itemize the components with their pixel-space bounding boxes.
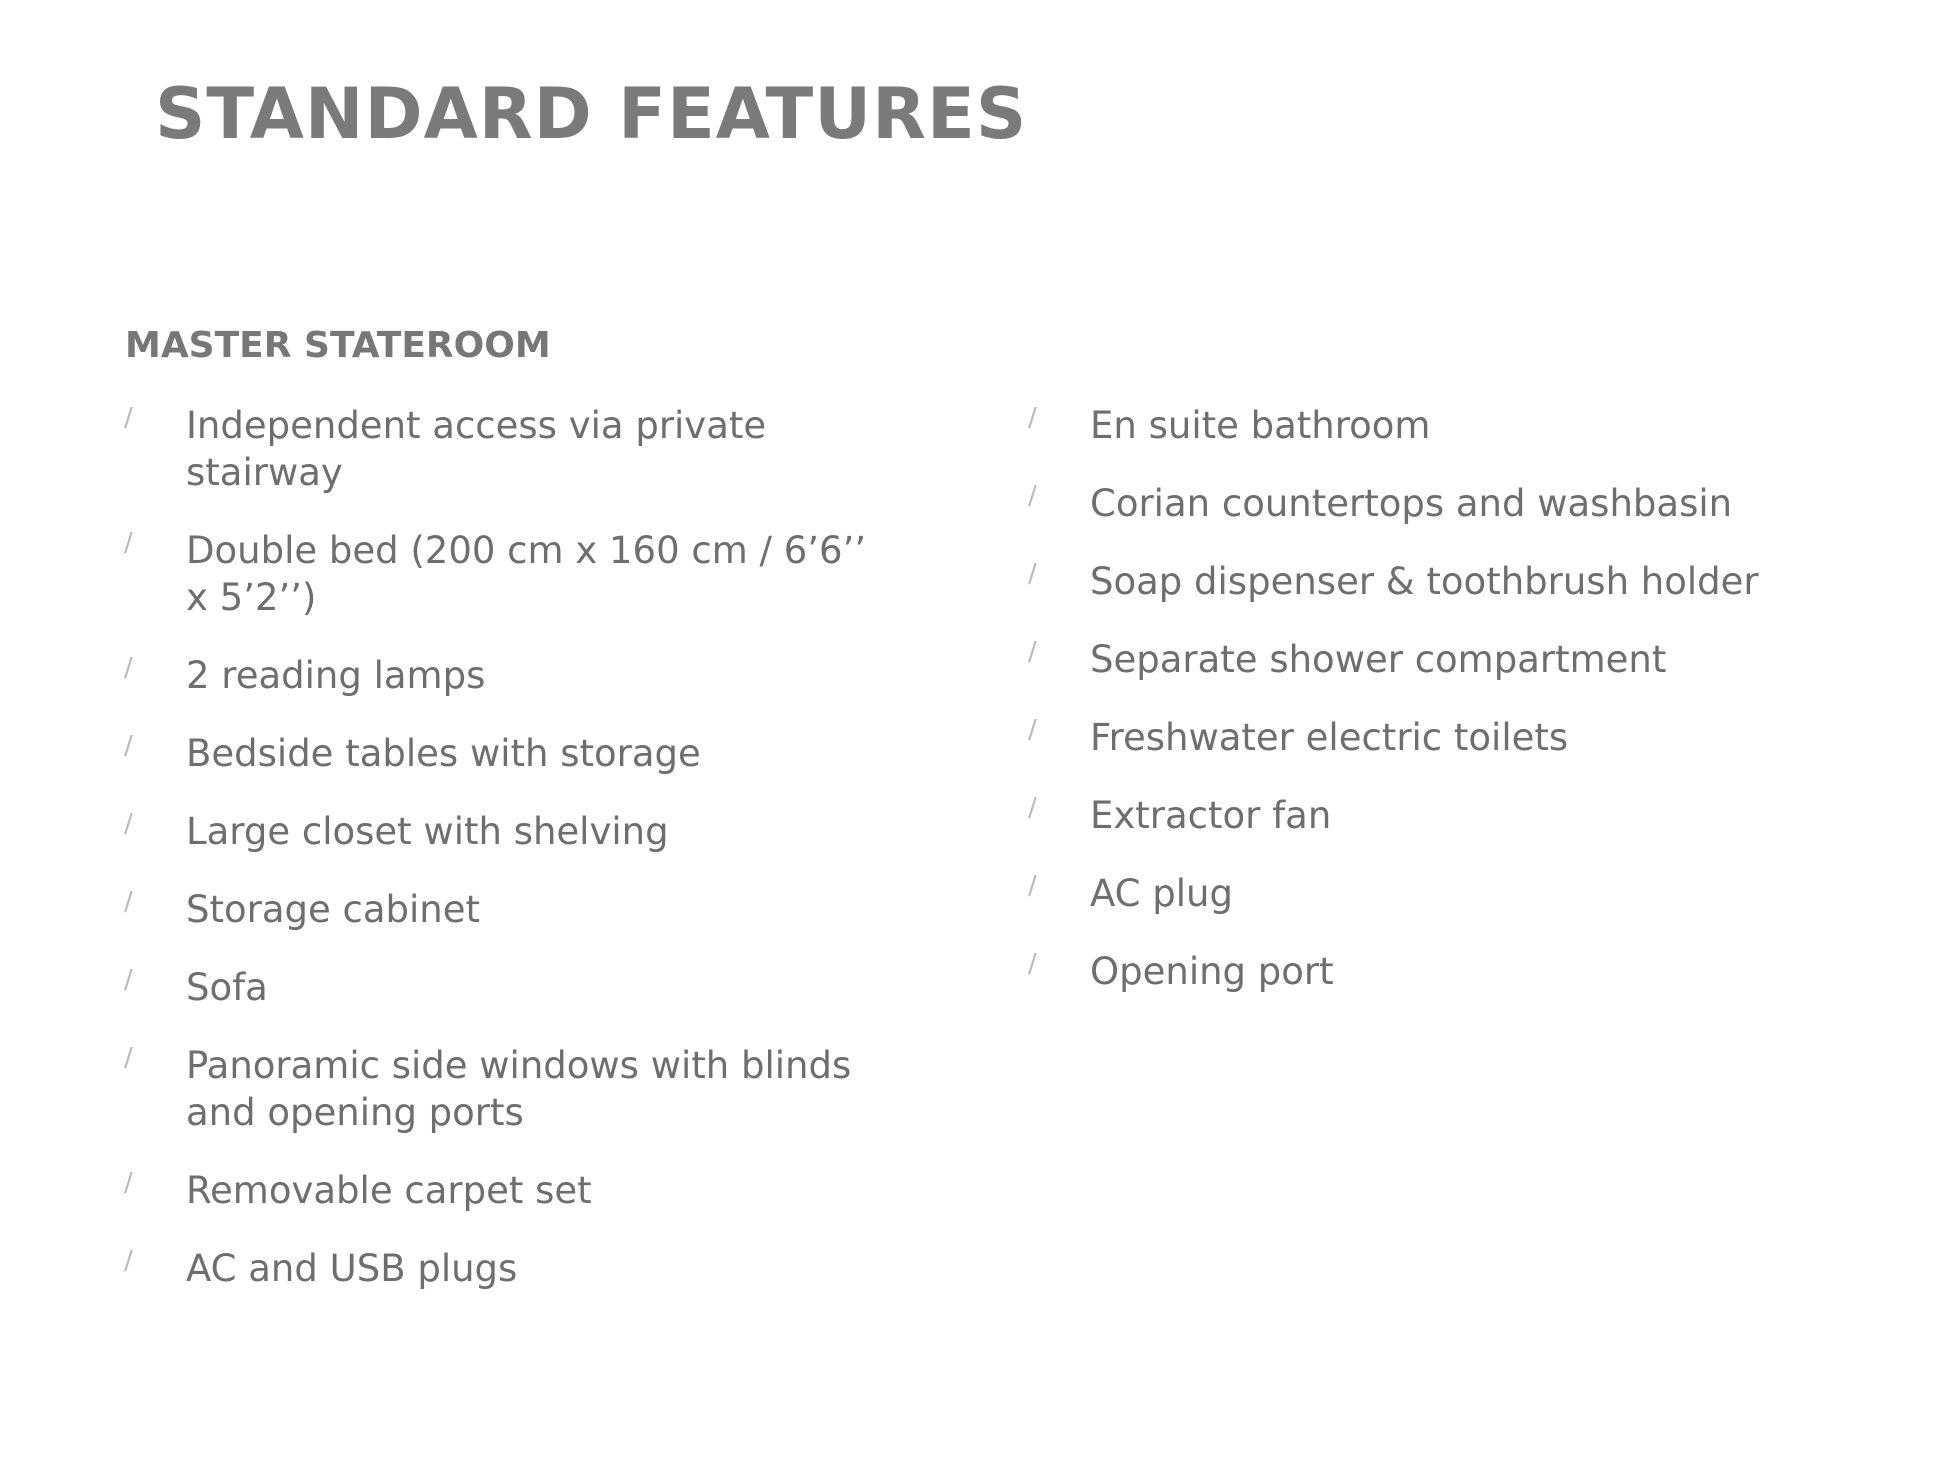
feature-text: Separate shower compartment [1090, 638, 1667, 681]
slash-bullet-icon: / [124, 403, 133, 433]
slash-bullet-icon: / [124, 528, 133, 558]
list-item [120, 402, 890, 496]
feature-text: Bedside tables with storage [186, 732, 701, 775]
list-item [120, 1042, 890, 1136]
list-item [1024, 636, 1924, 683]
list-item [120, 886, 890, 933]
feature-text: Freshwater electric toilets [1090, 716, 1569, 759]
feature-text: Soap dispenser & toothbrush holder [1090, 560, 1759, 603]
feature-text: Extractor fan [1090, 794, 1332, 837]
list-item [120, 1167, 890, 1214]
list-item [1024, 870, 1924, 917]
feature-list-right [1024, 402, 1924, 1026]
feature-list-left [120, 402, 890, 1323]
list-item [120, 1245, 890, 1292]
list-item [1024, 402, 1924, 449]
list-item [120, 652, 890, 699]
feature-text: Panoramic side windows with blinds and opening ports [186, 1044, 852, 1134]
slash-bullet-icon: / [1028, 715, 1037, 745]
feature-text: AC plug [1090, 872, 1233, 915]
list-item [1024, 948, 1924, 995]
list-item [120, 730, 890, 777]
slash-bullet-icon: / [1028, 559, 1037, 589]
slash-bullet-icon: / [124, 887, 133, 917]
feature-text: Removable carpet set [186, 1169, 592, 1212]
slash-bullet-icon: / [124, 1043, 133, 1073]
list-item [120, 808, 890, 855]
section-title-master-stateroom: MASTER STATEROOM [125, 325, 551, 366]
list-item [120, 527, 890, 621]
feature-text: Corian countertops and washbasin [1090, 482, 1733, 525]
list-item [1024, 714, 1924, 761]
slash-bullet-icon: / [124, 809, 133, 839]
slash-bullet-icon: / [124, 965, 133, 995]
slash-bullet-icon: / [124, 653, 133, 683]
slash-bullet-icon: / [1028, 793, 1037, 823]
feature-text: Independent access via private stairway [186, 404, 767, 494]
slash-bullet-icon: / [1028, 403, 1037, 433]
feature-text: Storage cabinet [186, 888, 481, 931]
feature-text: En suite bathroom [1090, 404, 1431, 447]
slash-bullet-icon: / [124, 731, 133, 761]
list-item [1024, 480, 1924, 527]
slash-bullet-icon: / [124, 1168, 133, 1198]
feature-text: Large closet with shelving [186, 810, 669, 853]
slash-bullet-icon: / [1028, 871, 1037, 901]
list-item [1024, 558, 1924, 605]
feature-text: AC and USB plugs [186, 1247, 518, 1290]
feature-text: 2 reading lamps [186, 654, 486, 697]
page-title: STANDARD FEATURES [155, 73, 1028, 155]
feature-text: Sofa [186, 966, 268, 1009]
feature-text: Opening port [1090, 950, 1334, 993]
slash-bullet-icon: / [124, 1246, 133, 1276]
feature-text: Double bed (200 cm x 160 cm / 6’6’’ x 5’2’’) [186, 529, 867, 619]
slash-bullet-icon: / [1028, 637, 1037, 667]
slash-bullet-icon: / [1028, 481, 1037, 511]
list-item [1024, 792, 1924, 839]
list-item [120, 964, 890, 1011]
slash-bullet-icon: / [1028, 949, 1037, 979]
